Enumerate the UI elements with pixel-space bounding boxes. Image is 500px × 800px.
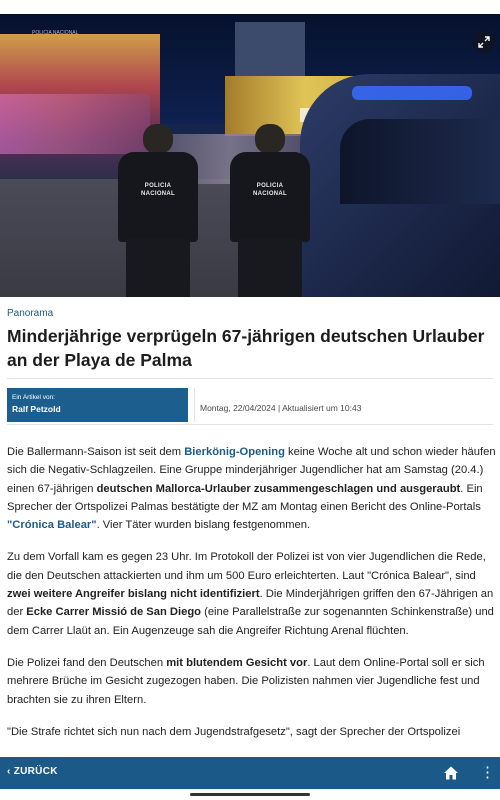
article-title: Minderjährige verprügeln 67-jährigen deutschen Urlauber an der Playa de Palma [7, 326, 485, 370]
paragraph: Die Ballermann-Saison ist seit dem Bierkönig-Opening keine Woche alt und schon wieder häufen sich die Negativ-Schlagzeilen. Eine Gruppe minderjähriger Jugendlicher hat am Samstag (20.4.) einen 67-jährigen deutschen Mallorca-Urlauber zusammengeschlagen und ausgeraubt. Ein Sprecher der Ortspolizei Palmas bestätigte der MZ am Montag einen Bericht des Online-Portals "Crónica Balear". Vier Täter wurden bislang festgenommen. [7, 446, 496, 532]
author-box[interactable] [7, 388, 188, 422]
divider [194, 388, 195, 422]
expand-icon[interactable] [473, 31, 495, 53]
officer-badge-text: POLICIA NACIONAL [252, 183, 288, 197]
photo-watermark: POLICIA NACIONAL [32, 30, 79, 36]
paragraph: "Die Strafe richtet sich nun nach dem Jugendstrafgesetz", sagt der Sprecher der Ortspolizei [7, 725, 461, 738]
author-name: Ralf Petzold [12, 404, 61, 414]
paragraph: Zu dem Vorfall kam es gegen 23 Uhr. Im Protokoll der Polizei ist von vier Jugendlichen die Rede, die den Deutschen attackierten und ihm um 500 Euro erleichterten. Laut "Crónica Balear", sind zwei weitere Angreifer bislang nicht identifiziert. Die Minderjährigen griffen den 67-Jährigen an der Ecke Carrer Missió de San Diego (eine Parallelstraße zur sogenannten Schinkenstraße) und dem Carrer Llaüt an. Ein Augenzeuge sah die Angreifer Richtung Arenal flüchten. [7, 551, 494, 637]
article-body [7, 443, 497, 755]
link-cronica-balear[interactable]: "Crónica Balear" [7, 519, 97, 532]
more-vertical-icon[interactable]: ⋮ [480, 764, 495, 781]
back-button[interactable] [7, 766, 58, 777]
back-label: ZURÜCK [13, 766, 58, 777]
author-prefix: Ein Artikel von: [12, 394, 55, 401]
police-officer [220, 124, 320, 297]
police-officer [108, 124, 208, 297]
home-icon[interactable] [443, 765, 459, 781]
gesture-bar [0, 789, 500, 800]
bottom-nav [0, 757, 500, 789]
officer-badge-text: POLICIA NACIONAL [140, 183, 176, 197]
divider [7, 378, 493, 379]
chevron-left-icon: ‹ [7, 766, 11, 777]
section-label[interactable]: Panorama [7, 308, 54, 319]
divider [7, 424, 493, 425]
link-bierkoenig-opening[interactable]: Bierkönig-Opening [184, 446, 285, 458]
article-date: Montag, 22/04/2024 | Aktualisiert um 10:43 [200, 403, 362, 413]
status-bar [0, 0, 500, 14]
hero-image[interactable] [0, 14, 500, 297]
paragraph: Die Polizei fand den Deutschen mit blutendem Gesicht vor. Laut dem Online-Portal soll er sich mehrere Brüche im Gesicht zugezogen haben. Die Polizisten nahmen vier Jugendliche fest und brachten sie zu ihren Eltern. [7, 656, 485, 706]
